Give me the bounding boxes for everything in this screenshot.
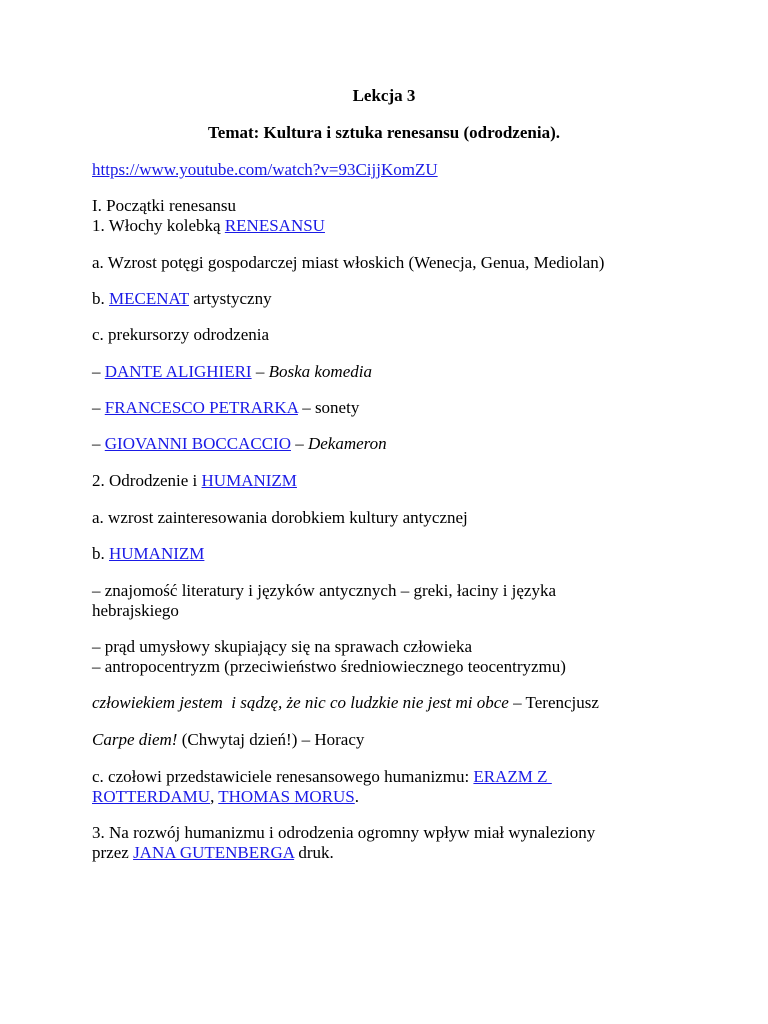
item-a-economy: a. Wzrost potęgi gospodarczej miast włoskich (Wenecja, Genua, Mediolan) — [92, 253, 605, 272]
knowledge-line-2: hebrajskiego — [92, 601, 179, 620]
knowledge-line-1: – znajomość literatury i języków antycznych – greki, łaciny i języka — [92, 581, 557, 600]
item-b-prefix: b. — [92, 289, 109, 308]
horace-author: (Chwytaj dzień!) – Horacy — [177, 730, 365, 749]
humanizm-link[interactable]: HUMANIZM — [201, 471, 297, 490]
dash: – — [92, 398, 105, 417]
precursor-petrarka — [92, 398, 359, 418]
item-b2-prefix: b. — [92, 544, 109, 563]
horace-quote — [92, 730, 364, 750]
section3-line-2 — [92, 843, 334, 863]
item-b-patronage — [92, 289, 272, 309]
period: . — [354, 787, 360, 806]
section2-prefix: 2. Odrodzenie i — [92, 471, 202, 490]
section3-line-1: 3. Na rozwój humanizmu i odrodzenia ogromny wpływ miał wynaleziony — [92, 823, 596, 842]
renesans-link[interactable]: RENESANSU — [224, 216, 325, 235]
separator: – — [251, 362, 269, 381]
petrarka-link[interactable]: FRANCESCO PETRARKA — [104, 398, 298, 417]
video-link-line — [92, 160, 438, 180]
section2-heading — [92, 471, 297, 491]
terence-author: – Terencjusz — [508, 693, 599, 712]
boccaccio-work: Dekameron — [307, 434, 387, 453]
item-b2-humanism — [92, 544, 204, 564]
section1-item — [92, 216, 325, 236]
humanists-line-1 — [92, 767, 552, 787]
morus-link[interactable]: THOMAS MORUS — [218, 787, 355, 806]
erazm-link-part2[interactable]: ROTTERDAMU — [92, 787, 211, 806]
dash: – — [92, 362, 105, 381]
intellectual-current: – prąd umysłowy skupiający się na sprawach człowieka — [92, 637, 473, 656]
erazm-link-part1[interactable]: ERAZM Z — [473, 767, 552, 786]
boccaccio-link[interactable]: GIOVANNI BOCCACCIO — [104, 434, 291, 453]
petrarka-work: – sonety — [297, 398, 360, 417]
humanists-prefix: c. czołowi przedstawiciele renesansowego humanizmu: — [92, 767, 474, 786]
topic-title: Temat: Kultura i sztuka renesansu (odrodzenia). — [208, 123, 560, 142]
mecenat-link[interactable]: MECENAT — [109, 289, 189, 308]
section1-heading: I. Początki renesansu — [92, 196, 236, 215]
dante-work: Boska komedia — [268, 362, 372, 381]
separator: – — [290, 434, 308, 453]
precursor-boccaccio — [92, 434, 387, 454]
item-a2-interest: a. wzrost zainteresowania dorobkiem kultury antycznej — [92, 508, 468, 527]
section1-prefix: 1. Włochy kolebką — [92, 216, 225, 235]
dante-link[interactable]: DANTE ALIGHIERI — [104, 362, 252, 381]
item-b-suffix: artystyczny — [188, 289, 272, 308]
section3-suffix: druk. — [294, 843, 334, 862]
lesson-title: Lekcja 3 — [352, 86, 416, 105]
anthropocentrism: – antropocentryzm (przeciwieństwo średniowiecznego teocentryzmu) — [92, 657, 566, 676]
item-c-precursors: c. prekursorzy odrodzenia — [92, 325, 270, 344]
dash: – — [92, 434, 105, 453]
terence-quote — [92, 693, 599, 713]
gutenberg-link[interactable]: JANA GUTENBERGA — [133, 843, 295, 862]
terence-quote-text: człowiekiem jestem i sądzę, że nic co ludzkie nie jest mi obce — [92, 693, 509, 712]
video-link[interactable]: https://www.youtube.com/watch?v=93CijjKomZU — [92, 160, 438, 179]
section3-prefix: przez — [92, 843, 134, 862]
precursor-dante — [92, 362, 372, 382]
comma: , — [210, 787, 219, 806]
humanizm-link-2[interactable]: HUMANIZM — [109, 544, 205, 563]
carpe-diem: Carpe diem! — [92, 730, 178, 749]
humanists-line-2 — [92, 787, 359, 807]
